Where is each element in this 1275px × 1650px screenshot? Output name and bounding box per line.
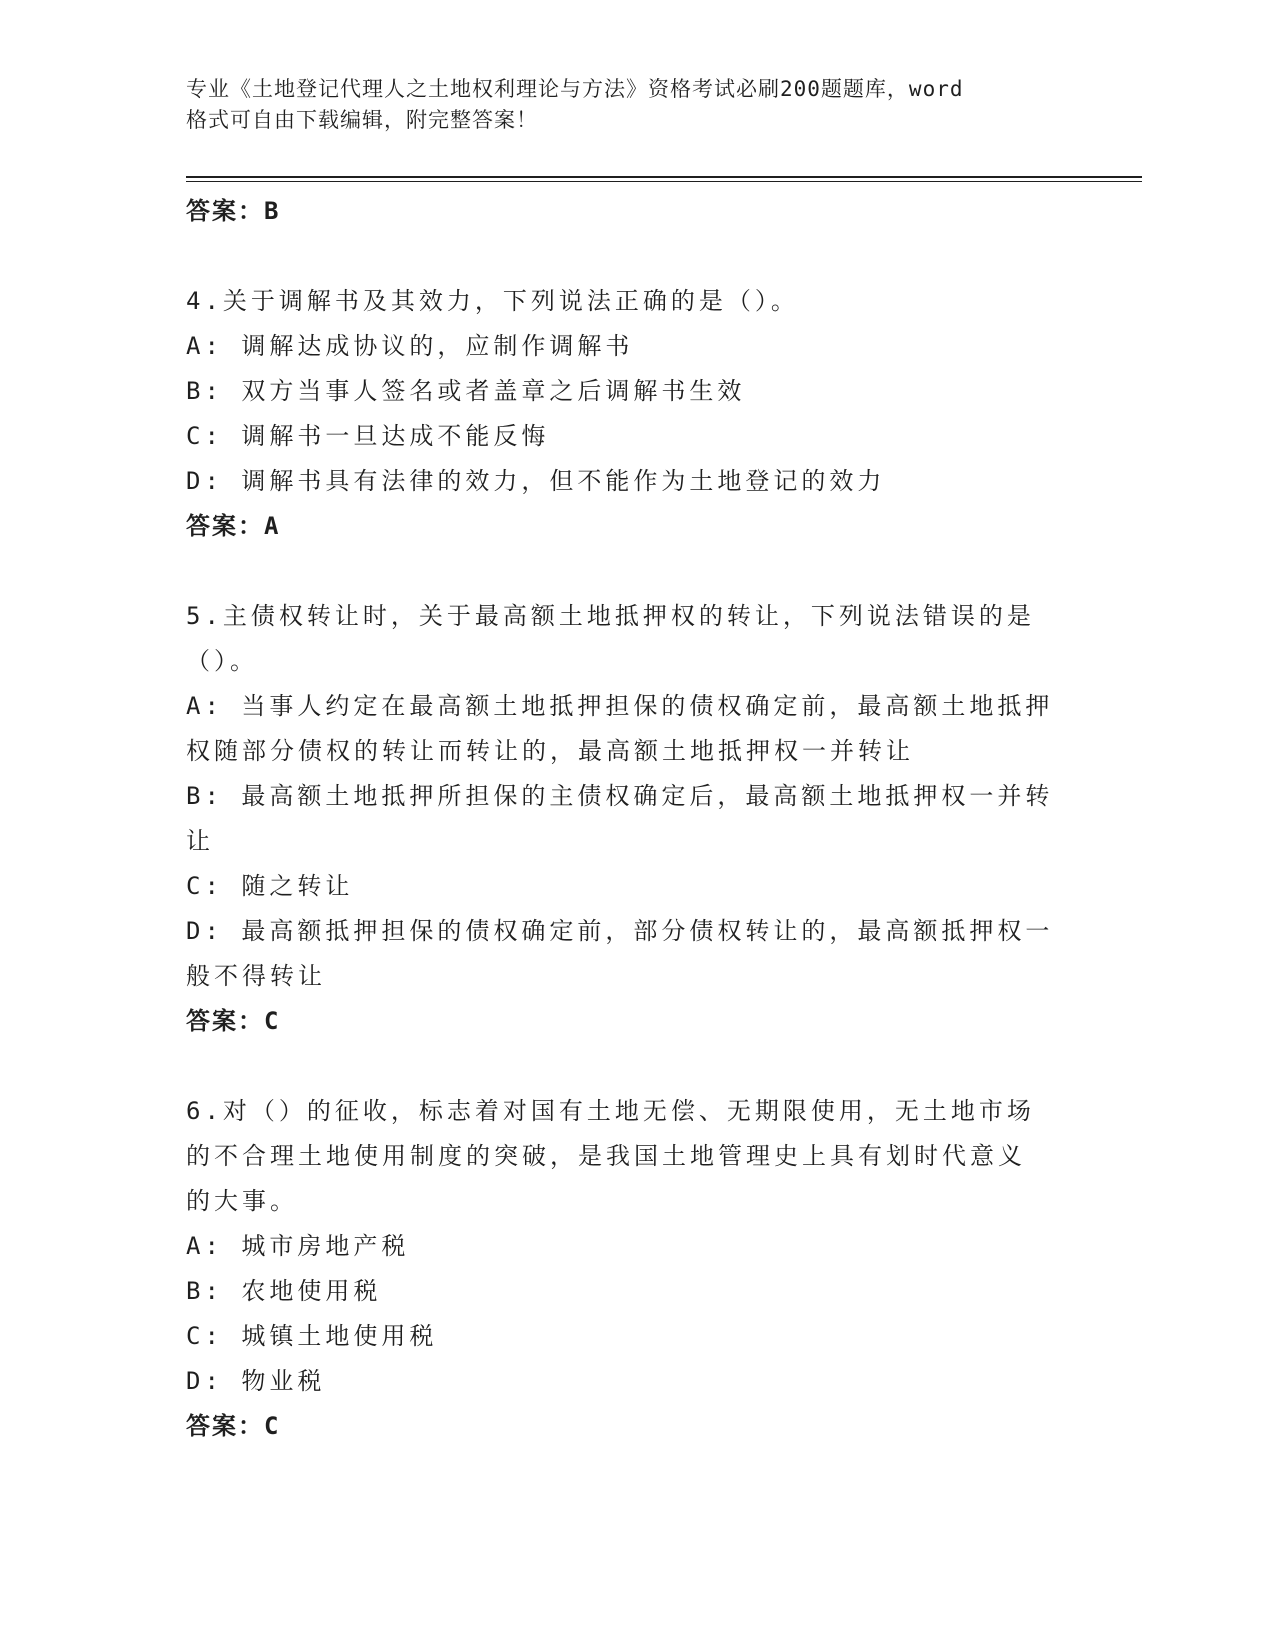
spacer [186, 549, 1066, 594]
option-a: A: 城市房地产税 [186, 1232, 410, 1260]
option-b: 让 [186, 827, 214, 855]
option-d: D: 物业税 [186, 1367, 326, 1395]
header-line: 专业《土地登记代理人之土地权利理论与方法》资格考试必刷200题题库，word [186, 77, 964, 101]
question-block [186, 594, 1066, 1044]
option-c: C: 调解书一旦达成不能反悔 [186, 422, 550, 450]
question-block [186, 1089, 1066, 1449]
question-text: 5.主债权转让时，关于最高额土地抵押权的转让，下列说法错误的是 [186, 602, 1035, 630]
option-d: D: 最高额抵押担保的债权确定前，部分债权转让的，最高额抵押权一 [186, 917, 1054, 945]
question-text: （）。 [186, 647, 258, 675]
question-text: 4.关于调解书及其效力，下列说法正确的是（）。 [186, 287, 799, 315]
option-b: B: 最高额土地抵押所担保的主债权确定后，最高额土地抵押权一并转 [186, 782, 1054, 810]
option-a: 权随部分债权的转让而转让的，最高额土地抵押权一并转让 [186, 737, 914, 765]
option-c: C: 随之转让 [186, 872, 354, 900]
question-text: 的大事。 [186, 1187, 298, 1215]
header-divider [186, 176, 1142, 178]
header-divider [186, 181, 1142, 182]
option-a: A: 当事人约定在最高额土地抵押担保的债权确定前，最高额土地抵押 [186, 692, 1054, 720]
question-block [186, 279, 1066, 549]
answer-text: 答案：C [186, 1412, 281, 1440]
question-text: 6.对（）的征收，标志着对国有土地无偿、无期限使用，无土地市场 [186, 1097, 1035, 1125]
document-header [186, 74, 1056, 136]
option-b: B: 农地使用税 [186, 1277, 382, 1305]
answer-text: 答案：B [186, 197, 281, 225]
option-a: A: 调解达成协议的，应制作调解书 [186, 332, 634, 360]
option-d: D: 调解书具有法律的效力，但不能作为土地登记的效力 [186, 467, 886, 495]
header-line: 格式可自由下载编辑，附完整答案！ [186, 108, 538, 132]
option-b: B: 双方当事人签名或者盖章之后调解书生效 [186, 377, 746, 405]
question-text: 的不合理土地使用制度的突破，是我国土地管理史上具有划时代意义 [186, 1142, 1026, 1170]
option-c: C: 城镇土地使用税 [186, 1322, 438, 1350]
spacer [186, 1044, 1066, 1089]
option-d: 般不得转让 [186, 962, 326, 990]
question-list [186, 189, 1066, 1449]
answer-text: 答案：A [186, 512, 281, 540]
answer-text: 答案：C [186, 1007, 281, 1035]
spacer [186, 234, 1066, 279]
